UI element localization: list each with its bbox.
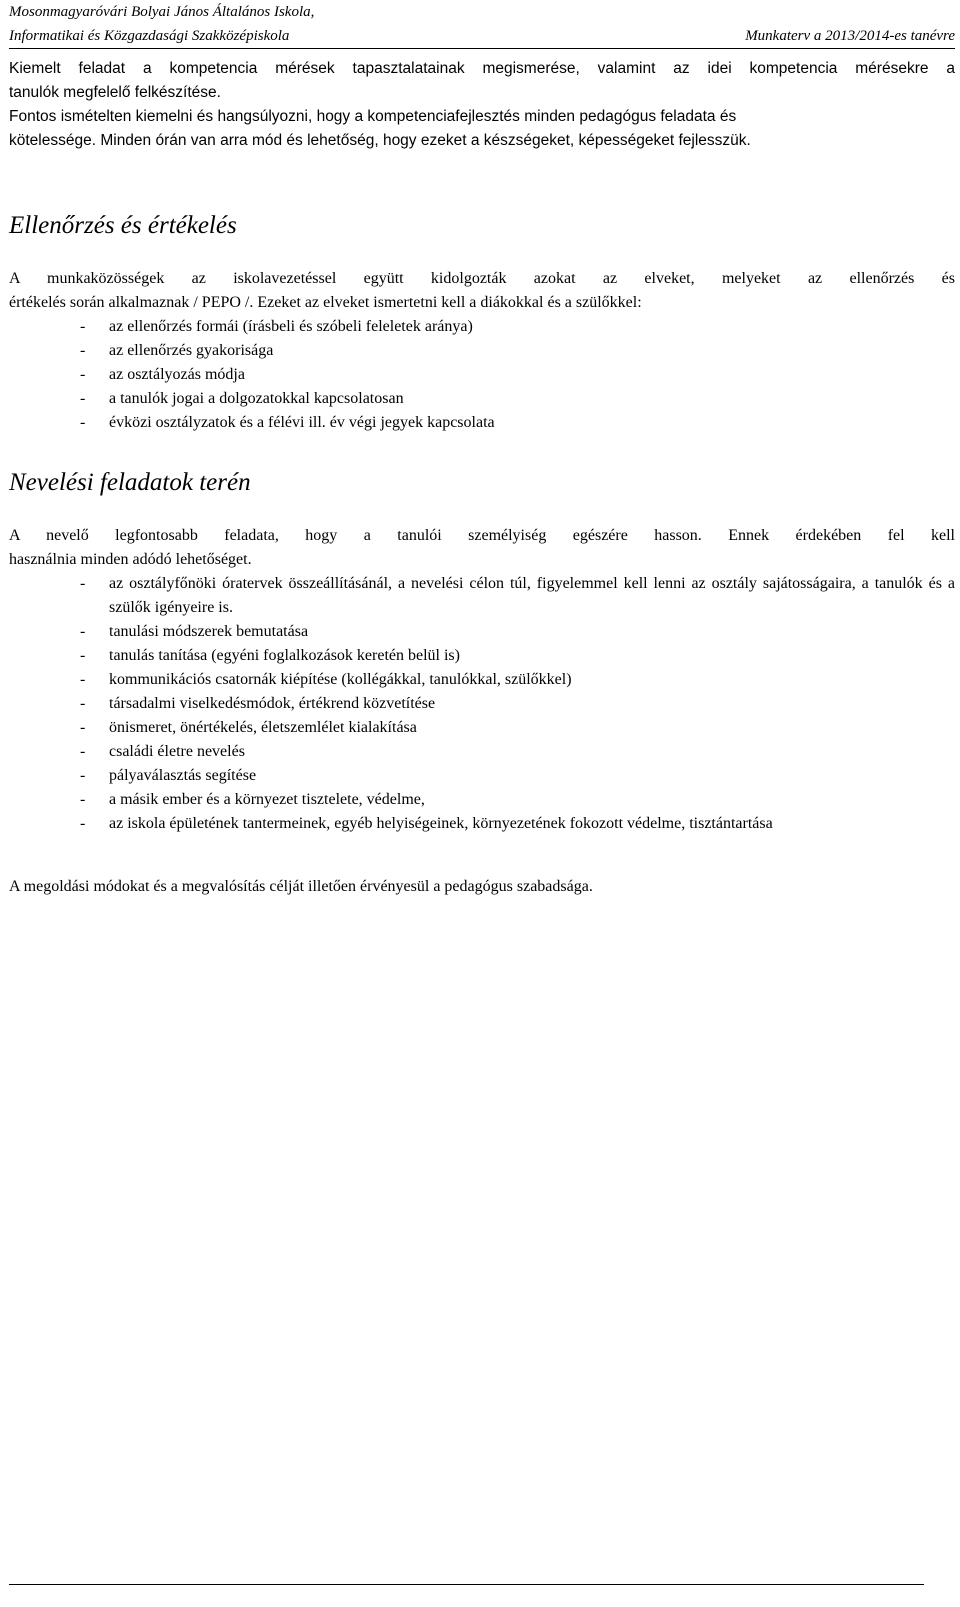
intro-line: Kiemelt feladat a kompetencia mérések tapasztalatainak megismerése, valamint az idei kompetencia mérésekre a [9, 60, 955, 77]
list-item [9, 315, 955, 339]
education-paragraph-line: A nevelő legfontosabb feladata, hogy a tanulói személyiség egészére hasson. Ennek érdekében fel kell [9, 527, 955, 544]
intro-line: Fontos ismételten kiemelni és hangsúlyozni, hogy a kompetenciafejlesztés minden pedagógus feladata és [9, 108, 737, 125]
list-marker: - [80, 318, 86, 335]
list-marker: - [80, 815, 86, 832]
list-marker: - [80, 719, 86, 736]
list-item-text: társadalmi viselkedésmódok, értékrend közvetítése [109, 695, 436, 712]
list-marker: - [80, 390, 86, 407]
list-marker: - [80, 695, 86, 712]
list-item-text: tanulási módszerek bemutatása [109, 623, 309, 640]
list-marker: - [80, 767, 86, 784]
list-item [9, 387, 955, 411]
list-item-text: az iskola épületének tantermeinek, egyéb helyiségeinek, környezetének fokozott védelme, tisztántartása [109, 815, 773, 832]
list-item-text: kommunikációs csatornák kiépítése (kollégákkal, tanulókkal, szülőkkel) [109, 671, 572, 688]
list-marker: - [80, 623, 86, 640]
education-paragraph-line: használnia minden adódó lehetőséget. [9, 551, 252, 568]
list-item-text: az ellenőrzés formái (írásbeli és szóbeli feleletek aránya) [109, 318, 473, 335]
list-item [9, 411, 955, 435]
list-item [9, 716, 955, 740]
list-item [9, 620, 955, 644]
page-header [9, 0, 955, 49]
section-title-education: Nevelési feladatok terén [9, 469, 251, 496]
list-item [9, 812, 955, 836]
list-item-text: a tanulók jogai a dolgozatokkal kapcsolatosan [109, 390, 404, 407]
list-item-text: önismeret, önértékelés, életszemlélet kialakítása [109, 719, 417, 736]
list-item [9, 339, 955, 363]
evaluation-list [9, 315, 955, 435]
list-item [9, 668, 955, 692]
list-item-text: családi életre nevelés [109, 743, 245, 760]
intro-line: tanulók megfelelő felkészítése. [9, 84, 221, 101]
school-name-line1: Mosonmagyaróvári Bolyai János Általános Iskola, [9, 4, 315, 20]
list-item-text: a másik ember és a környezet tisztelete, védelme, [109, 791, 425, 808]
list-item [9, 788, 955, 812]
work-plan-title: Munkaterv a 2013/2014-es tanévre [745, 28, 955, 44]
intro-line: kötelessége. Minden órán van arra mód és lehetőség, hogy ezeket a készségeket, képességeket fejlesszük. [9, 132, 751, 149]
list-item [9, 740, 955, 764]
list-item-text: az osztályfőnöki óratervek összeállításánál, a nevelési célon túl, figyelemmel kell lenni az osztály sajátosságaira, a tanulók és a szülők igényeire is. [109, 575, 955, 616]
list-item-text: tanulás tanítása (egyéni foglalkozások keretén belül is) [109, 647, 460, 664]
list-marker: - [80, 671, 86, 688]
list-marker: - [80, 414, 86, 431]
education-list [9, 572, 955, 836]
list-marker: - [80, 743, 86, 760]
footer-rule [9, 1584, 924, 1585]
list-item [9, 572, 955, 620]
closing-paragraph: A megoldási módokat és a megvalósítás célját illetően érvényesül a pedagógus szabadsága. [9, 878, 593, 895]
list-item [9, 363, 955, 387]
list-marker: - [80, 342, 86, 359]
list-item-text: az ellenőrzés gyakorisága [109, 342, 274, 359]
list-marker: - [80, 366, 86, 383]
list-item-text: pályaválasztás segítése [109, 767, 257, 784]
list-marker: - [80, 647, 86, 664]
list-item-text: évközi osztályzatok és a félévi ill. év végi jegyek kapcsolata [109, 414, 495, 431]
list-item [9, 764, 955, 788]
list-item [9, 692, 955, 716]
list-marker: - [80, 575, 86, 592]
list-item-text: az osztályozás módja [109, 366, 245, 383]
school-name-line2: Informatikai és Közgazdasági Szakközépiskola [9, 28, 290, 44]
evaluation-paragraph-line: A munkaközösségek az iskolavezetéssel együtt kidolgozták azokat az elveket, melyeket az ellenőrzés és [9, 270, 955, 287]
section-title-evaluation: Ellenőrzés és értékelés [9, 212, 237, 239]
evaluation-paragraph-line: értékelés során alkalmaznak / PEPO /. Ezeket az elveket ismertetni kell a diákokkal és a szülőkkel: [9, 294, 642, 311]
list-item [9, 644, 955, 668]
list-marker: - [80, 791, 86, 808]
